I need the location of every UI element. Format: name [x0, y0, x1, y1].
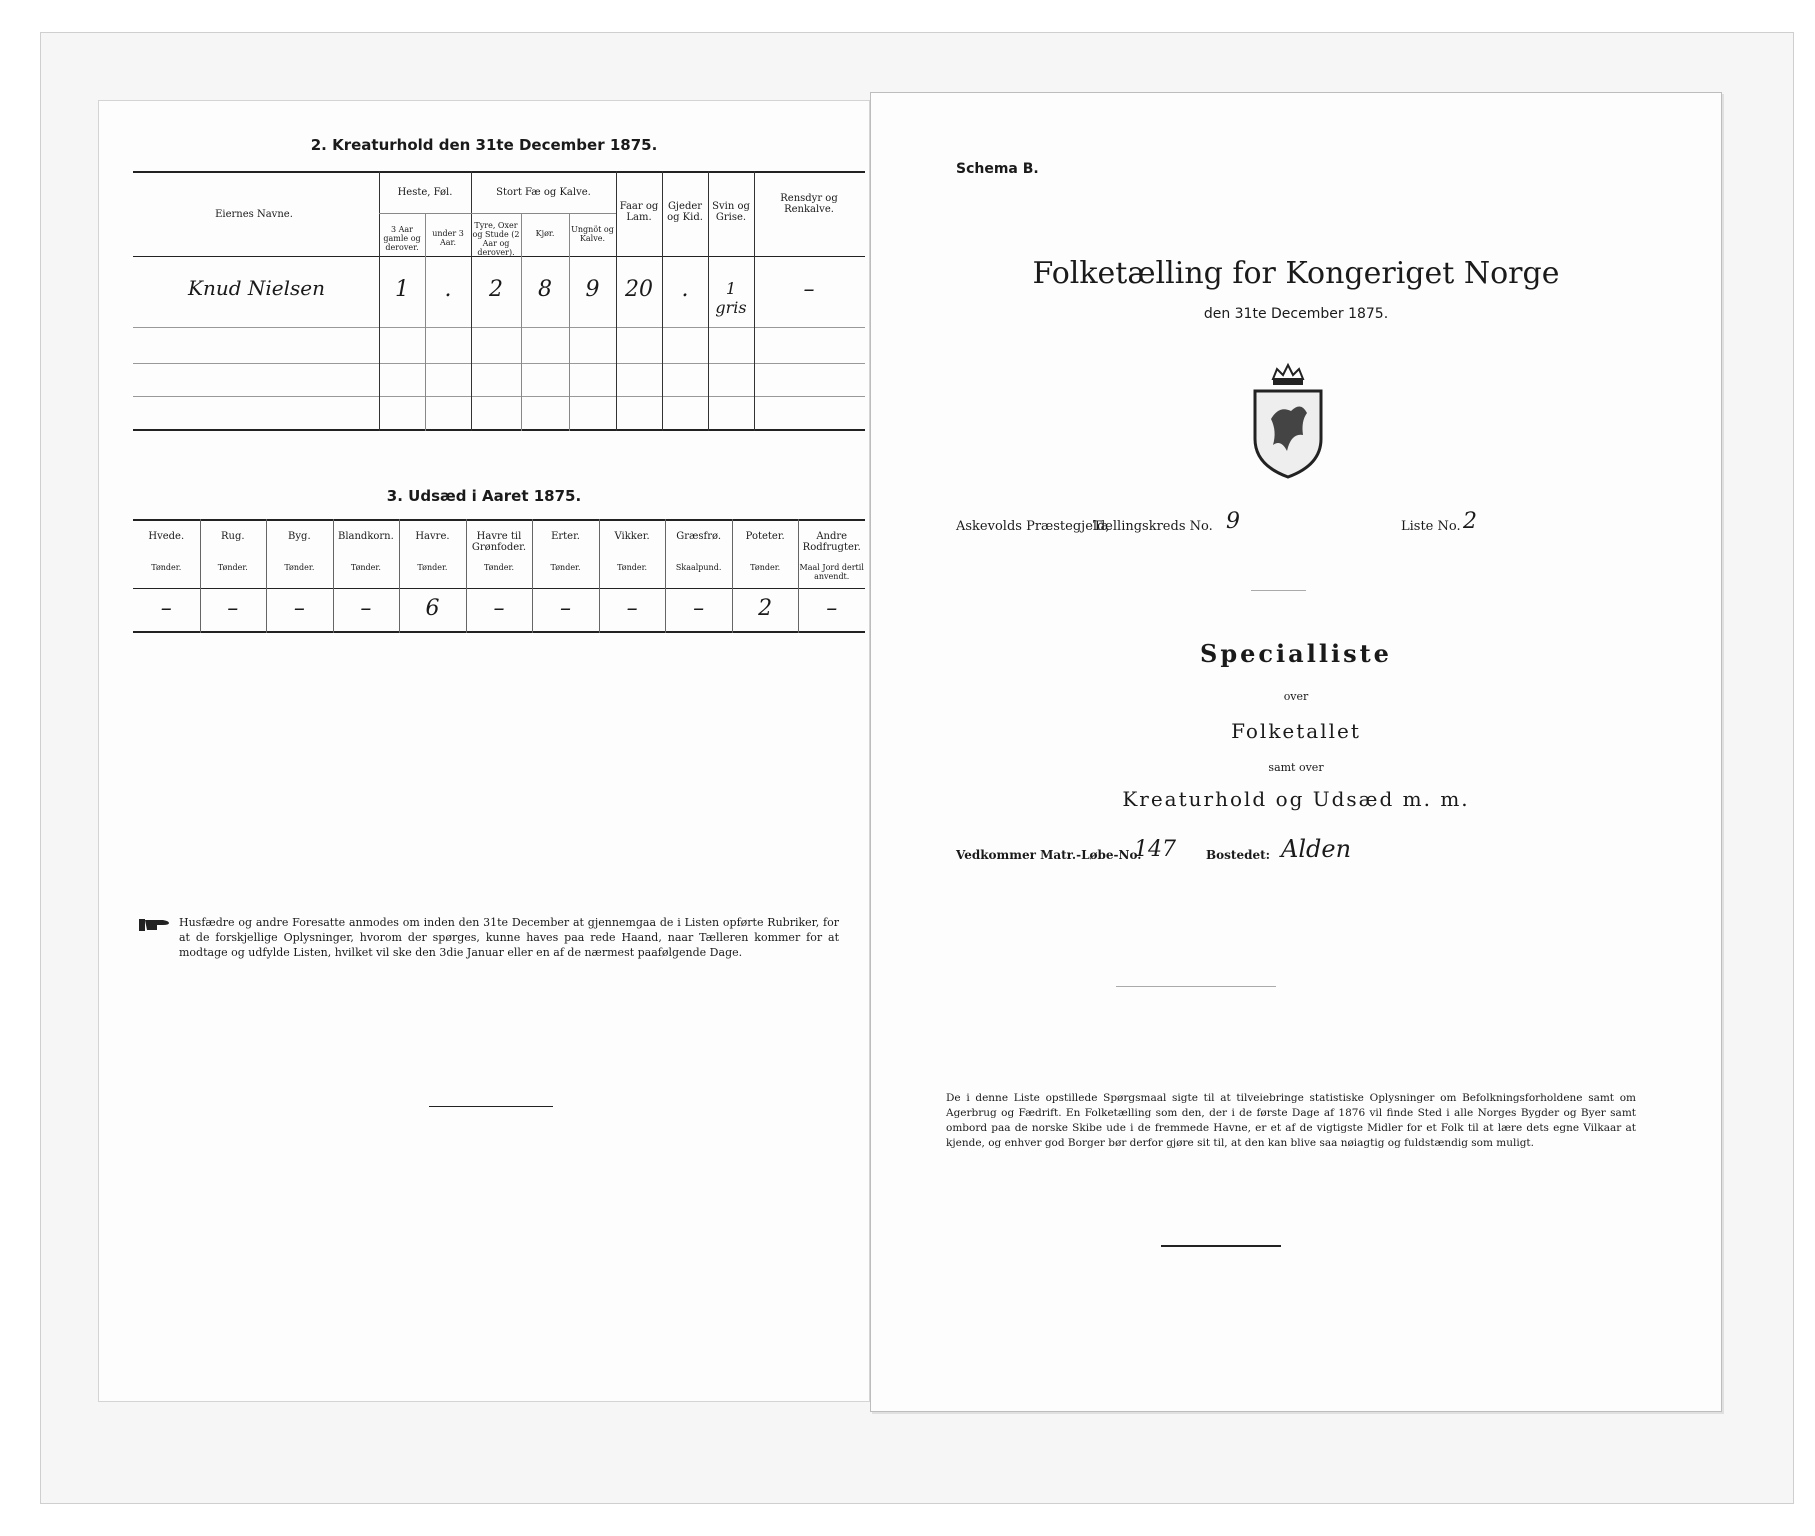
udsaed-column-unit: Tønder.	[217, 563, 248, 572]
table2-col-line	[569, 213, 570, 431]
heste-1: 1	[395, 277, 409, 302]
heste-2: .	[444, 277, 452, 302]
gjeder-value: .	[681, 277, 689, 302]
divider	[1251, 590, 1306, 591]
udsaed-column-unit: Tønder.	[417, 563, 448, 572]
udsaed-column-name: Græsfrø.	[676, 531, 722, 542]
table2-col-line	[521, 213, 522, 431]
notice-text: Husfædre og andre Foresatte anmodes om inden den 31te December at gjennemgaa de i Listen opførte Rubriker, for at de forskjellige Oplysninger, hvorom der spørges, kunne haves paa rede Haand, naar Tælleren kommer for at modtage og udfylde Listen, hvilket vil ske den 3die Januar eller en af de nærmest paafølgende Dage.	[179, 916, 839, 959]
udsaed-column-value: 6	[425, 596, 440, 621]
heste-sub2-header: under 3 Aar.	[432, 229, 464, 247]
udsaed-column-unit: Tønder.	[550, 563, 581, 572]
main-subtitle: den 31te December 1875.	[1203, 306, 1389, 322]
kjor-value: 8	[538, 277, 552, 302]
udsaed-column-unit: Tønder.	[750, 563, 781, 572]
udsaed-column-name: Erter.	[551, 531, 580, 542]
udsaed-column-unit: Tønder.	[483, 563, 514, 572]
kreds-number: 9	[1226, 509, 1240, 534]
kreaturhold-label: Kreaturhold og Udsæd m. m.	[1122, 787, 1470, 811]
gjeder-header: Gjeder og Kid.	[667, 201, 703, 223]
udsaed-column-name: Hvede.	[148, 531, 185, 542]
table3-bottom-rule	[133, 631, 865, 633]
pointing-hand-icon	[139, 916, 171, 934]
owner-name: Knud Nielsen	[188, 276, 325, 300]
udsaed-column-value: –	[826, 596, 838, 621]
udsaed-column-name: Havre.	[415, 531, 450, 542]
notice-rule	[429, 1106, 553, 1107]
right-page	[870, 92, 1722, 1412]
liste-label: Liste No.	[1401, 519, 1461, 534]
udsaed-column-value: –	[493, 596, 505, 621]
udsaed-column-value: –	[227, 596, 239, 621]
rensdyr-value: –	[803, 277, 815, 302]
table2-subheader-rule	[379, 213, 616, 214]
faar-header: Faar og Lam.	[619, 201, 659, 223]
stort-sub2-header: Kjør.	[535, 229, 555, 238]
matr-label: Vedkommer Matr.-Løbe-No.	[956, 848, 1142, 862]
stort-header: Stort Fæ og Kalve.	[496, 187, 591, 198]
table2-top-rule	[133, 171, 865, 173]
udsaed-column-unit: Tønder.	[284, 563, 315, 572]
folketallet-label: Folketallet	[1231, 719, 1361, 743]
udsaed-column-unit: Tønder.	[350, 563, 381, 572]
udsaed-column-unit: Skaalpund.	[675, 563, 722, 572]
udsaed-column-value: –	[693, 596, 705, 621]
samt-over-label: samt over	[1268, 761, 1324, 774]
udsaed-column-unit: Maal Jord dertil anvendt.	[799, 563, 864, 581]
udsaed-column-name: Vikker.	[614, 531, 650, 542]
table2-row-rule	[133, 363, 865, 364]
udsaed-column-value: –	[560, 596, 572, 621]
rensdyr-header: Rensdyr og Renkalve.	[780, 193, 838, 215]
udsaed-column-name: Blandkorn.	[337, 531, 394, 542]
owner-header: Eiernes Navne.	[215, 209, 293, 220]
table2-row-rule	[133, 396, 865, 397]
faar-value: 20	[625, 277, 653, 302]
kreds-label: Tællingskreds No.	[1093, 519, 1213, 534]
section-2-title: 2. Kreaturhold den 31te December 1875.	[310, 136, 658, 154]
over-label-1: over	[1283, 690, 1309, 703]
prestegjeld-label: Askevolds Præstegjeld,	[956, 519, 1110, 534]
udsaed-column-value: –	[160, 596, 172, 621]
udsaed-column-name: Rug.	[221, 531, 245, 542]
table2-bottom-rule	[133, 429, 865, 431]
table3-header-rule	[133, 588, 865, 589]
ungnot-value: 9	[585, 277, 600, 302]
footnote-rule	[1161, 1245, 1281, 1247]
bosted-value: Alden	[1281, 835, 1352, 863]
main-title: Folketælling for Kongeriget Norge	[1032, 256, 1560, 291]
bosted-label: Bostedet:	[1206, 848, 1271, 862]
heste-header: Heste, Føl.	[397, 187, 453, 198]
udsaed-column-unit: Tønder.	[617, 563, 648, 572]
liste-number: 2	[1463, 509, 1477, 534]
stort-sub3-header: Ungnöt og Kalve.	[571, 225, 614, 243]
table2-row-rule	[133, 327, 865, 328]
section-3-title: 3. Udsæd i Aaret 1875.	[386, 487, 582, 505]
udsaed-column-name: Andre Rodfrugter.	[802, 531, 861, 553]
matr-number: 147	[1134, 837, 1176, 862]
stort-sub1-header: Tyre, Oxer og Stude (2 Aar og derover).	[472, 221, 520, 257]
table3-top-rule	[133, 519, 865, 521]
left-page	[98, 100, 870, 1402]
heste-sub1-header: 3 Aar gamle og derover.	[383, 225, 421, 252]
udsaed-column-value: –	[360, 596, 372, 621]
specialliste-title: Specialliste	[1200, 639, 1392, 668]
udsaed-column-value: 2	[758, 596, 773, 621]
svin-header: Svin og Grise.	[712, 201, 750, 223]
udsaed-column-name: Havre til Grønfoder.	[471, 531, 527, 553]
udsaed-column-name: Poteter.	[745, 531, 785, 542]
coat-of-arms-icon	[1243, 361, 1333, 481]
udsaed-column-value: –	[293, 596, 305, 621]
tyre-value: 2	[489, 277, 503, 302]
udsaed-column-unit: Tønder.	[151, 563, 182, 572]
footnote-text: De i denne Liste opstillede Spørgsmaal sigte til at tilveiebringe statistiske Oplysninger om Befolkningsforholdene samt om Agerbrug og Fædrift. En Folketælling som den, der i de første Dage af 1876 vil finde Sted i alle Norges Bygder og Byer samt ombord paa de norske Skibe ude i de fremmede Havne, er et af de vigtigste Midler for et Folk til at lære dets egne Vilkaar at kjende, og enhver god Borger bør derfor gjøre sit til, at den kan blive saa nøiagtig og fuldstændig som muligt.	[946, 1092, 1636, 1149]
udsaed-column-value: –	[626, 596, 638, 621]
schema-label: Schema B.	[956, 161, 1039, 177]
svin-value: 1 gris	[715, 279, 747, 317]
divider	[1116, 986, 1276, 987]
udsaed-column-name: Byg.	[288, 531, 311, 542]
